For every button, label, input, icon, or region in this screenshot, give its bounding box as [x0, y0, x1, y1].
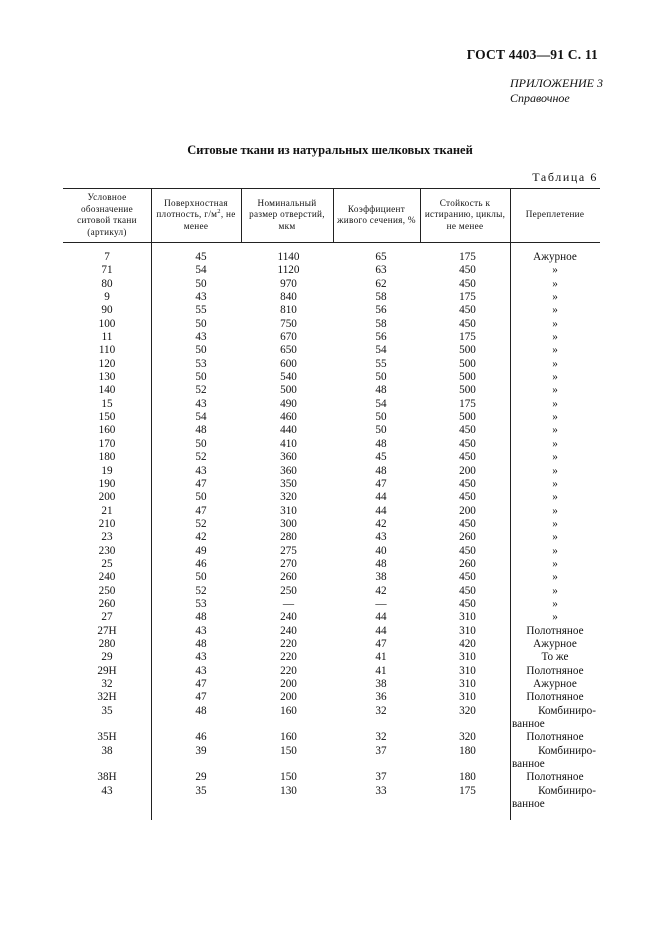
weave-cell-line: Комбиниро-: [538, 784, 596, 797]
density-cell: 39: [195, 744, 207, 757]
weave-cell: »: [552, 384, 558, 397]
weave-cell: »: [552, 264, 558, 277]
article-cell: 11: [101, 331, 113, 344]
abrasion-cell: 450: [459, 491, 476, 504]
weave-cell: »: [552, 477, 558, 490]
weave-cell: »: [552, 304, 558, 317]
opening-size-cell: 1140: [277, 251, 300, 263]
appendix-type: Справочное: [510, 91, 570, 105]
table-row: [63, 291, 600, 304]
table-row: [63, 518, 600, 531]
weave-cell: »: [552, 424, 558, 437]
opening-size-cell: 970: [280, 277, 297, 290]
density-cell: 49: [195, 544, 207, 557]
opening-size-cell: 540: [280, 371, 297, 384]
column-header-abrasion: Стойкость к истиранию, циклы, не менее: [424, 197, 506, 231]
abrasion-cell: 500: [459, 384, 476, 397]
article-cell: 120: [98, 357, 116, 370]
density-cell: 43: [195, 624, 207, 637]
density-cell: 48: [195, 424, 207, 437]
table-row: [63, 691, 600, 704]
density-cell: 47: [195, 477, 207, 490]
open-area-cell: 47: [375, 477, 387, 490]
open-area-cell: 58: [375, 317, 387, 330]
density-cell: 52: [195, 384, 207, 397]
open-area-cell: 56: [375, 304, 387, 317]
opening-size-cell: 490: [280, 397, 297, 410]
article-cell: 230: [98, 544, 116, 557]
weave-cell: [510, 745, 596, 772]
weave-cell: »: [552, 584, 558, 597]
table-row: [63, 665, 600, 678]
weave-cell: Полотняное: [526, 664, 584, 677]
open-area-cell: 33: [375, 784, 387, 797]
abrasion-cell: 450: [459, 304, 476, 317]
open-area-cell: 36: [375, 691, 387, 704]
open-area-cell: 50: [375, 411, 387, 424]
column-header-weave: Переплетение: [525, 209, 585, 220]
abrasion-cell: 450: [459, 477, 476, 490]
article-cell: 21: [101, 504, 113, 517]
article-cell: 32Н: [97, 691, 117, 704]
opening-size-cell: 350: [280, 477, 297, 490]
abrasion-cell: 310: [459, 651, 476, 664]
article-cell: 38Н: [97, 771, 117, 784]
opening-size-cell: 500: [280, 384, 297, 397]
abrasion-cell: 180: [459, 771, 476, 784]
density-cell: 48: [195, 611, 207, 624]
opening-size-cell: 360: [280, 451, 297, 464]
density-cell: 43: [195, 664, 207, 677]
weave-cell-line: ванное: [512, 758, 545, 771]
weave-cell-line: ванное: [512, 718, 545, 731]
article-cell: 150: [98, 411, 116, 424]
open-area-cell: 42: [375, 584, 387, 597]
density-cell: 55: [195, 304, 207, 317]
weave-cell: »: [552, 371, 558, 384]
article-cell: 160: [98, 424, 116, 437]
opening-size-cell: 240: [280, 611, 297, 624]
abrasion-cell: 450: [459, 277, 476, 290]
abrasion-cell: 310: [459, 664, 476, 677]
density-cell: 43: [195, 397, 207, 410]
article-cell: 250: [98, 584, 116, 597]
article-cell: 71: [101, 264, 113, 277]
opening-size-cell: 360: [280, 464, 297, 477]
density-cell: 54: [195, 264, 207, 277]
table-title: Ситовые ткани из натуральных шелковых тканей: [187, 143, 473, 157]
density-cell: 50: [195, 277, 207, 290]
table-row: [63, 331, 600, 344]
density-cell: 46: [195, 731, 207, 744]
article-cell: 200: [98, 491, 116, 504]
table-row: [63, 344, 600, 357]
table-body: [63, 251, 600, 811]
table-row: [63, 531, 600, 544]
abrasion-cell: 310: [459, 678, 476, 690]
table-row: [63, 491, 600, 504]
article-cell: 29: [101, 651, 113, 664]
article-cell: 100: [98, 317, 116, 330]
abrasion-cell: 500: [459, 344, 476, 357]
opening-size-cell: 270: [280, 557, 297, 570]
weave-cell: »: [552, 277, 558, 290]
weave-cell: »: [552, 437, 558, 450]
density-cell: 50: [195, 344, 207, 357]
table-row: [63, 358, 600, 371]
opening-size-cell: —: [282, 597, 295, 610]
article-cell: 90: [101, 304, 113, 317]
article-cell: 25: [101, 557, 113, 570]
abrasion-cell: 450: [459, 424, 476, 437]
density-cell: 50: [195, 491, 207, 504]
weave-cell: »: [552, 504, 558, 517]
table-row: [63, 731, 600, 744]
opening-size-cell: 250: [280, 584, 297, 597]
density-cell: 50: [195, 571, 207, 584]
column-header-open-area: Коэффициент живого сечения, %: [337, 203, 416, 225]
weave-cell: »: [552, 611, 558, 624]
table-row: [63, 278, 600, 291]
weave-cell-line: ванное: [512, 798, 545, 811]
table-row: [63, 611, 600, 624]
opening-size-cell: 750: [280, 317, 297, 330]
appendix-title: ПРИЛОЖЕНИЕ 3: [510, 76, 603, 90]
opening-size-cell: 300: [280, 517, 297, 530]
column-header-opening-size: Номинальный размер отверстий, мкм: [249, 197, 325, 231]
table-row: [63, 411, 600, 424]
table-row: [63, 625, 600, 638]
abrasion-cell: 450: [459, 517, 476, 530]
density-cell: 53: [195, 357, 207, 370]
article-cell: 140: [98, 384, 116, 397]
abrasion-cell: 175: [459, 784, 476, 797]
open-area-cell: 50: [375, 371, 387, 384]
table-row: [63, 585, 600, 598]
opening-size-cell: 275: [280, 544, 297, 557]
open-area-cell: 54: [375, 344, 387, 357]
table-row: [63, 264, 600, 277]
abrasion-cell: 175: [459, 331, 476, 344]
weave-cell: [510, 705, 596, 732]
abrasion-cell: 200: [459, 504, 476, 517]
opening-size-cell: 440: [280, 424, 297, 437]
column-header-density: [151, 188, 241, 242]
weave-cell: »: [552, 517, 558, 530]
weave-cell: »: [552, 557, 558, 570]
density-header-text: Поверхностная плотность, $г/м^2$, не менее: [156, 197, 236, 231]
density-cell: 43: [195, 291, 207, 304]
opening-size-cell: 410: [280, 437, 297, 450]
weave-cell: »: [552, 344, 558, 357]
document-reference: ГОСТ 4403—91 С. 11: [466, 47, 598, 62]
table-row: [63, 705, 600, 732]
open-area-cell: 40: [375, 544, 387, 557]
opening-size-cell: 160: [280, 704, 297, 717]
density-cell: 53: [195, 597, 207, 610]
open-area-cell: 62: [375, 277, 387, 290]
opening-size-cell: 320: [280, 491, 297, 504]
table-header-rule: [63, 242, 600, 243]
weave-cell: Ажурное: [533, 637, 577, 650]
abrasion-cell: 320: [459, 704, 476, 717]
table-row: [63, 785, 600, 812]
table-row: [63, 451, 600, 464]
abrasion-cell: 500: [459, 371, 476, 384]
weave-cell: »: [552, 571, 558, 584]
opening-size-cell: 260: [280, 571, 297, 584]
density-cell: 47: [195, 691, 207, 704]
density-cell: 43: [195, 651, 207, 664]
opening-size-cell: 240: [280, 624, 297, 637]
weave-cell: Ажурное: [533, 678, 577, 690]
table-row: [63, 465, 600, 478]
weave-cell-line: Комбиниро-: [538, 744, 596, 757]
abrasion-cell: 320: [459, 731, 476, 744]
article-cell: 7: [104, 251, 110, 263]
abrasion-cell: 450: [459, 584, 476, 597]
abrasion-cell: 310: [459, 691, 476, 704]
density-cell: 46: [195, 557, 207, 570]
article-cell: 29Н: [97, 664, 117, 677]
table-row: [63, 571, 600, 584]
table-row: [63, 745, 600, 772]
open-area-cell: —: [375, 597, 387, 610]
table-row: [63, 251, 600, 264]
article-cell: 110: [98, 344, 116, 357]
opening-size-cell: 310: [280, 504, 297, 517]
open-area-cell: 38: [375, 678, 387, 690]
open-area-cell: 37: [375, 771, 387, 784]
article-cell: 130: [98, 371, 116, 384]
abrasion-cell: 180: [459, 744, 476, 757]
table-row: [63, 304, 600, 317]
opening-size-cell: 670: [280, 331, 297, 344]
table-row: [63, 558, 600, 571]
article-cell: 180: [98, 451, 116, 464]
article-cell: 260: [98, 597, 116, 610]
abrasion-cell: 450: [459, 437, 476, 450]
opening-size-cell: 200: [280, 678, 297, 690]
opening-size-cell: 220: [280, 651, 297, 664]
table-row: [63, 398, 600, 411]
weave-cell: »: [552, 544, 558, 557]
open-area-cell: 65: [375, 251, 387, 263]
abrasion-cell: 450: [459, 597, 476, 610]
article-cell: 280: [98, 637, 116, 650]
weave-cell: Полотняное: [526, 731, 584, 744]
weave-cell: »: [552, 597, 558, 610]
opening-size-cell: 150: [280, 771, 297, 784]
article-cell: 190: [98, 477, 116, 490]
abrasion-cell: 500: [459, 357, 476, 370]
table-row: [63, 678, 600, 691]
weave-cell: Полотняное: [526, 771, 584, 784]
opening-size-cell: 150: [280, 744, 297, 757]
open-area-cell: 47: [375, 637, 387, 650]
abrasion-cell: 260: [459, 557, 476, 570]
weave-cell: »: [552, 464, 558, 477]
article-cell: 38: [101, 744, 113, 757]
weave-cell: »: [552, 491, 558, 504]
density-cell: 54: [195, 411, 207, 424]
open-area-cell: 44: [375, 491, 387, 504]
data-table: [63, 188, 600, 820]
opening-size-cell: 200: [280, 691, 297, 704]
table-row: [63, 638, 600, 651]
open-area-cell: 44: [375, 611, 387, 624]
abrasion-cell: 310: [459, 624, 476, 637]
article-cell: 170: [98, 437, 116, 450]
weave-cell: »: [552, 291, 558, 304]
weave-cell: »: [552, 451, 558, 464]
weave-cell: »: [552, 331, 558, 344]
open-area-cell: 38: [375, 571, 387, 584]
abrasion-cell: 420: [459, 637, 476, 650]
open-area-cell: 55: [375, 357, 387, 370]
density-cell: 35: [195, 784, 207, 797]
weave-cell: Ажурное: [533, 251, 577, 263]
weave-cell: То же: [541, 651, 569, 664]
abrasion-cell: 200: [459, 464, 476, 477]
opening-size-cell: 810: [280, 304, 297, 317]
appendix-block: [400, 76, 603, 106]
open-area-cell: 48: [375, 464, 387, 477]
abrasion-cell: 450: [459, 451, 476, 464]
opening-size-cell: 280: [280, 531, 297, 544]
density-cell: 47: [195, 678, 207, 690]
table-row: [63, 371, 600, 384]
open-area-cell: 54: [375, 397, 387, 410]
table-row: [63, 318, 600, 331]
opening-size-cell: 1120: [277, 264, 300, 277]
table-row: [63, 478, 600, 491]
open-area-cell: 37: [375, 744, 387, 757]
density-cell: 43: [195, 331, 207, 344]
table-row: [63, 545, 600, 558]
opening-size-cell: 130: [280, 784, 297, 797]
article-cell: 32: [101, 678, 113, 690]
open-area-cell: 32: [375, 704, 387, 717]
open-area-cell: 41: [375, 664, 387, 677]
density-cell: 50: [195, 317, 207, 330]
density-cell: 52: [195, 584, 207, 597]
density-cell: 47: [195, 504, 207, 517]
weave-cell: »: [552, 397, 558, 410]
open-area-cell: 32: [375, 731, 387, 744]
table-row: [63, 598, 600, 611]
table-row: [63, 438, 600, 451]
opening-size-cell: 220: [280, 664, 297, 677]
open-area-cell: 48: [375, 384, 387, 397]
table-row: [63, 651, 600, 664]
table-row: [63, 505, 600, 518]
density-cell: 48: [195, 637, 207, 650]
article-cell: 27: [101, 611, 113, 624]
density-cell: 48: [195, 704, 207, 717]
open-area-cell: 48: [375, 557, 387, 570]
abrasion-cell: 175: [459, 251, 476, 263]
opening-size-cell: 840: [280, 291, 297, 304]
table-row: [63, 771, 600, 784]
density-cell: 52: [195, 451, 207, 464]
abrasion-cell: 450: [459, 317, 476, 330]
weave-cell: »: [552, 531, 558, 544]
article-cell: 15: [101, 397, 113, 410]
column-header-article: Условное обозначение ситовой ткани (артикул): [77, 192, 137, 237]
article-cell: 9: [104, 291, 110, 304]
density-cell: 42: [195, 531, 207, 544]
table-row: [63, 384, 600, 397]
density-cell: 52: [195, 517, 207, 530]
open-area-cell: 42: [375, 517, 387, 530]
weave-cell: »: [552, 317, 558, 330]
open-area-cell: 45: [375, 451, 387, 464]
density-cell: 45: [195, 251, 207, 263]
open-area-cell: 63: [375, 264, 387, 277]
article-cell: 27Н: [97, 624, 117, 637]
opening-size-cell: 600: [280, 357, 297, 370]
opening-size-cell: 220: [280, 637, 297, 650]
weave-cell: Полотняное: [526, 691, 584, 704]
table-label: Таблица 6: [532, 170, 598, 184]
open-area-cell: 41: [375, 651, 387, 664]
open-area-cell: 56: [375, 331, 387, 344]
density-cell: 43: [195, 464, 207, 477]
abrasion-cell: 175: [459, 291, 476, 304]
article-cell: 240: [98, 571, 116, 584]
article-cell: 19: [101, 464, 113, 477]
open-area-cell: 48: [375, 437, 387, 450]
abrasion-cell: 450: [459, 571, 476, 584]
opening-size-cell: 650: [280, 344, 297, 357]
article-cell: 35: [101, 704, 113, 717]
weave-cell: »: [552, 411, 558, 424]
weave-cell: Полотняное: [526, 624, 584, 637]
open-area-cell: 43: [375, 531, 387, 544]
opening-size-cell: 160: [280, 731, 297, 744]
density-cell: 50: [195, 371, 207, 384]
abrasion-cell: 310: [459, 611, 476, 624]
weave-cell: »: [552, 357, 558, 370]
article-cell: 35Н: [97, 731, 117, 744]
abrasion-cell: 500: [459, 411, 476, 424]
abrasion-cell: 260: [459, 531, 476, 544]
open-area-cell: 44: [375, 504, 387, 517]
article-cell: 210: [98, 517, 116, 530]
density-cell: 29: [195, 771, 207, 784]
table-row: [63, 424, 600, 437]
abrasion-cell: 450: [459, 264, 476, 277]
weave-cell-line: Комбиниро-: [538, 704, 596, 717]
open-area-cell: 50: [375, 424, 387, 437]
weave-cell: [510, 785, 596, 812]
open-area-cell: 58: [375, 291, 387, 304]
article-cell: 80: [101, 277, 113, 290]
abrasion-cell: 450: [459, 544, 476, 557]
open-area-cell: 44: [375, 624, 387, 637]
density-cell: 50: [195, 437, 207, 450]
abrasion-cell: 175: [459, 397, 476, 410]
article-cell: 23: [101, 531, 113, 544]
opening-size-cell: 460: [280, 411, 297, 424]
article-cell: 43: [101, 784, 113, 797]
